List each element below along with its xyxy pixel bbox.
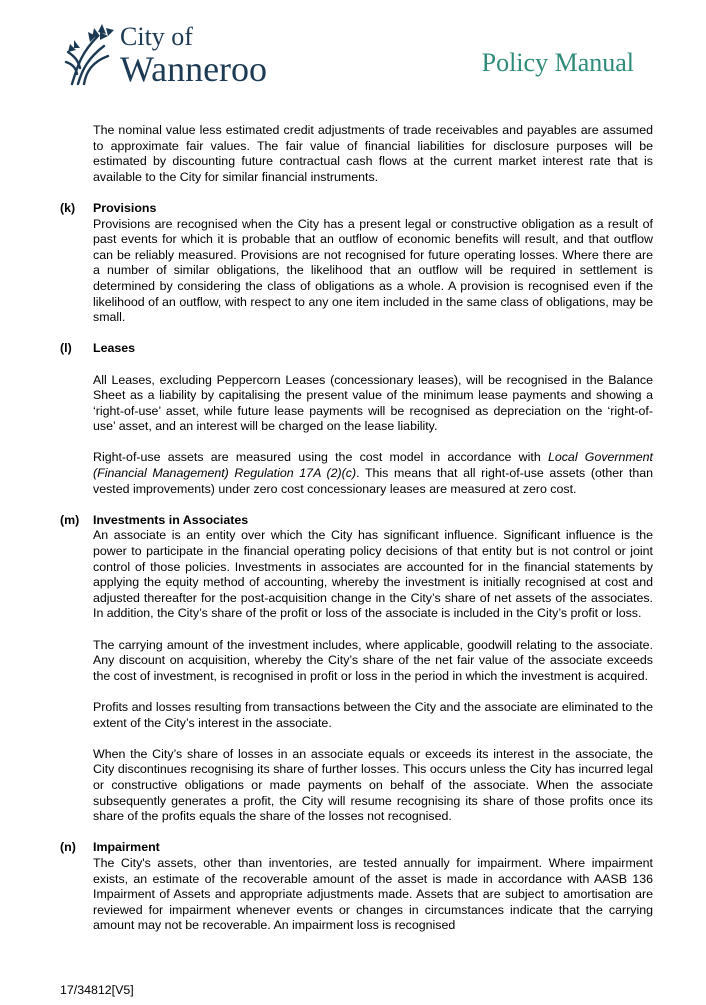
- section-m-title: Investments in Associates: [93, 512, 249, 527]
- logo-text-city-of: City of: [120, 22, 193, 51]
- section-l-paragraph-1: All Leases, excluding Peppercorn Leases (concessionary leases), will be recognised in the Balance Sheet as a liability by capitalising the present value of the minimum lease payments and showing a ‘right-of-use’ asset, while future lease payments will be recognised as depreciation on the ‘right-of-use’ asset, and an interest will be charged on the lease liability.: [93, 372, 653, 434]
- section-l-paragraph-2: [93, 450, 653, 497]
- section-l-heading: [58, 341, 653, 357]
- section-k-letter: (k): [60, 200, 76, 215]
- section-m-paragraph-4: When the City’s share of losses in an associate equals or exceeds its interest in the associate, the City discontinues recognising its share of further losses. This occurs unless the City has incurred legal or constructive obligations or made payments on behalf of the associate. When the associate subsequently generates a profit, the City will resume recognising its share of those profits once its share of the profits equals the share of the losses not recognised.: [93, 746, 653, 824]
- section-m-paragraph-2: The carrying amount of the investment includes, where applicable, goodwill relating to the associate. Any discount on acquisition, whereby the City’s share of the net fair value of the associate exceeds the cost of investment, is recognised in profit or loss in the period in which the investment is acquired.: [93, 637, 653, 683]
- section-n-paragraph: The City's assets, other than inventories, are tested annually for impairment. Where impairment exists, an estimate of the recoverable amount of the asset is made in accordance with AASB 136 Impairment of Assets and appropriate adjustments made. Assets that are subject to amortisation are reviewed for impairment whenever events or changes in circumstances indicate that the carrying amount may not be recoverable. An impairment loss is recognised: [93, 855, 653, 933]
- section-m-heading: [58, 513, 653, 529]
- section-l-p2-text: Right-of-use assets are measured using the cost model in accordance with: [93, 450, 548, 465]
- page-title: Policy Manual: [481, 48, 634, 77]
- intro-paragraph: The nominal value less estimated credit adjustments of trade receivables and payables are assumed to approximate fair values. The fair value of financial liabilities for disclosure purposes will be estimated by discounting future contractual cash flows at the current market interest rate that is available to the City for similar financial instruments.: [93, 123, 653, 184]
- section-l-title: Leases: [93, 341, 136, 356]
- section-k-heading: [58, 201, 653, 217]
- section-n-heading: [58, 840, 653, 856]
- section-n-title: Impairment: [93, 840, 160, 855]
- section-l-letter: (l): [60, 341, 72, 356]
- section-m-paragraph-1: An associate is an entity over which the City has significant influence. Significant influence is the power to participate in the financial operating policy decisions of that entity but is not control or joint control of those policies. Investments in associates are accounted for in the financial statements by applying the equity method of accounting, whereby the investment is initially recognised at cost and adjusted thereafter for the post-acquisition change in the City’s share of net assets of the associates. In addition, the City’s share of the profit or loss of the associate is included in the City’s profit or loss.: [93, 528, 653, 621]
- logo-text-wanneroo: Wanneroo: [120, 49, 268, 89]
- section-n-letter: (n): [60, 840, 76, 855]
- section-k-paragraph: Provisions are recognised when the City has a present legal or constructive obligation as a result of past events for which it is probable that an outflow of economic benefits will result, and that outflow can be reliably measured. Provisions are not recognised for future operating losses. Where there are a number of similar obligations, the likelihood that an outflow will be required in settlement is determined by considering the class of obligations as a whole. A provision is recognised even if the likelihood of an outflow, with respect to any one item included in the same class of obligations, may be small.: [93, 216, 653, 325]
- city-of-wanneroo-logo: [64, 22, 304, 92]
- document-reference: 17/34812[V5]: [60, 983, 134, 997]
- document-body: [58, 123, 653, 934]
- section-k-title: Provisions: [93, 200, 157, 215]
- flower-logo-icon: [64, 22, 120, 88]
- section-m-letter: (m): [60, 512, 80, 527]
- section-l-p2-text-end: . This means that all right-of-use assets (other than vested improvements) under zero cost concessionary leases are measured at zero cost.: [93, 466, 653, 496]
- section-m-paragraph-3: Profits and losses resulting from transactions between the City and the associate are eliminated to the extent of the City’s interest in the associate.: [93, 699, 653, 730]
- section-l-p2-regulation: Local Government (Financial Management) Regulation 17A (2)(c): [93, 450, 653, 481]
